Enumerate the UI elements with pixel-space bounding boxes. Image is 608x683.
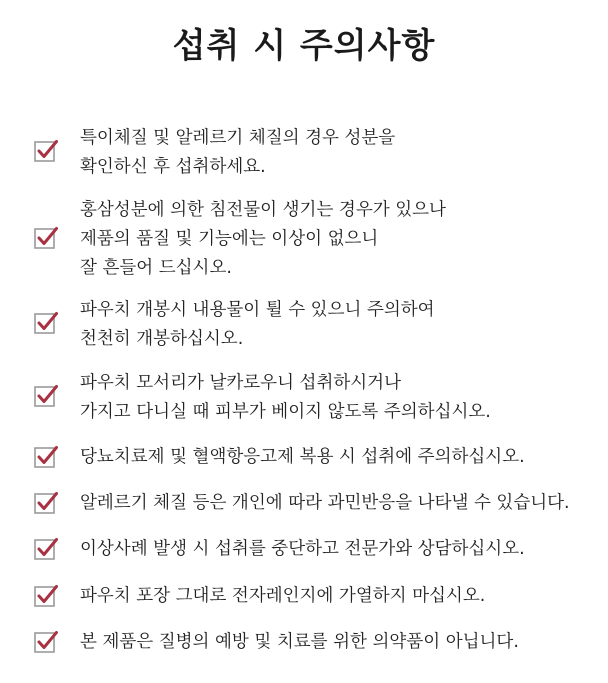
item-text-line: 확인하신 후 섭취하세요. <box>80 157 266 177</box>
item-text-line: 특이체질 및 알레르기 체질의 경우 성분을 <box>80 128 396 148</box>
item-text-line: 천천히 개봉하십시오. <box>80 329 244 349</box>
page-title: 섭취 시 주의사항 <box>172 26 436 66</box>
checkbox-checked-icon <box>34 630 58 654</box>
item-text-line: 본 제품은 질병의 예방 및 치료를 위한 의약품이 아닙니다. <box>80 632 519 652</box>
item-text-line: 파우치 포장 그대로 전자레인지에 가열하지 마십시오. <box>80 586 486 606</box>
item-text-line: 알레르기 체질 등은 개인에 따라 과민반응을 나타낼 수 있습니다. <box>80 493 570 513</box>
checkbox-checked-icon <box>34 584 58 608</box>
checkbox-checked-icon <box>34 311 58 335</box>
item-text-line: 홍삼성분에 의한 침전물이 생기는 경우가 있으나 <box>80 200 446 220</box>
checkbox-checked-icon <box>34 226 58 250</box>
item-text-line: 당뇨치료제 및 혈액항응고제 복용 시 섭취에 주의하십시오. <box>80 447 525 467</box>
item-text-line: 이상사례 발생 시 섭취를 중단하고 전문가와 상담하십시오. <box>80 539 525 559</box>
item-text-line: 잘 흔들어 드십시오. <box>80 258 232 278</box>
checkbox-checked-icon <box>34 384 58 408</box>
checkbox-checked-icon <box>34 491 58 515</box>
item-text-line: 제품의 품질 및 기능에는 이상이 없으니 <box>80 229 379 249</box>
item-text-line: 가지고 다니실 때 피부가 베이지 않도록 주의하십시오. <box>80 402 491 422</box>
checkbox-checked-icon <box>34 139 58 163</box>
checkbox-checked-icon <box>34 445 58 469</box>
item-text-line: 파우치 모서리가 날카로우니 섭취하시거나 <box>80 373 401 393</box>
checkbox-checked-icon <box>34 537 58 561</box>
item-text-line: 파우치 개봉시 내용물이 튈 수 있으니 주의하여 <box>80 300 435 320</box>
